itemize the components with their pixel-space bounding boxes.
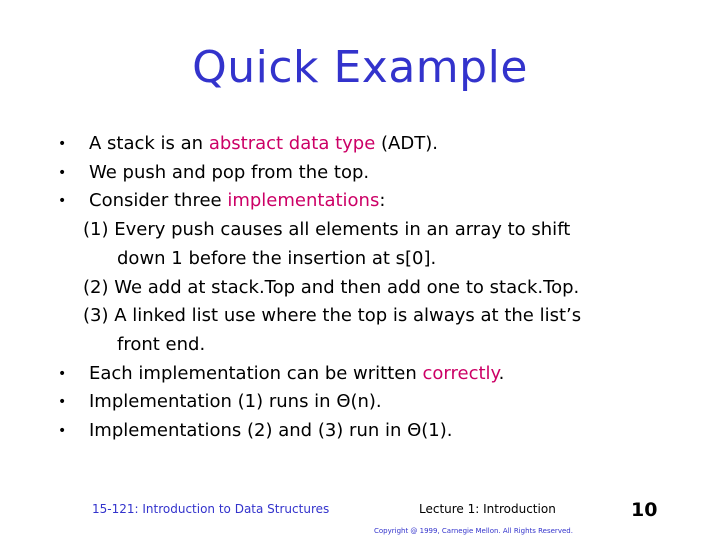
sub-item	[58, 216, 708, 245]
sub-item-continuation	[58, 245, 708, 274]
text-run: Each implementation can be written	[89, 362, 423, 384]
text-run: (1) Every push causes all elements in an array to shift	[83, 219, 571, 241]
highlighted-term: implementations	[227, 190, 380, 212]
text-run: down 1 before the insertion at s[0].	[117, 247, 437, 269]
copyright-notice: Copyright @ 1999, Carnegie Mellon. All Rights Reserved.	[374, 527, 573, 535]
text-run: Consider three	[89, 190, 228, 212]
footer-lecture: Lecture 1: Introduction	[419, 502, 556, 516]
footer-course: 15-121: Introduction to Data Structures	[92, 502, 330, 516]
text-run: .	[498, 362, 505, 384]
slide-title: Quick Example	[192, 42, 528, 93]
text-run: We push and pop from the top.	[89, 161, 370, 183]
bullet-item	[58, 417, 708, 446]
text-run: (3) A linked list use where the top is always at the list’s	[83, 305, 582, 327]
bullet-marker: •	[58, 394, 67, 411]
text-run: Implementation (1) runs in Θ(n).	[89, 391, 382, 413]
bullet-marker: •	[58, 365, 67, 382]
sub-item	[58, 274, 708, 303]
sub-item-continuation	[58, 331, 708, 360]
page-number: 10	[631, 499, 658, 521]
sub-item	[58, 302, 708, 331]
bullet-item	[58, 388, 708, 417]
bullet-item	[58, 360, 708, 389]
text-run: Implementations (2) and (3) run in Θ(1).	[89, 420, 453, 442]
bullet-marker: •	[58, 423, 67, 440]
bullet-marker: •	[58, 136, 67, 152]
text-run: :	[379, 190, 386, 212]
bullet-marker: •	[58, 164, 67, 181]
highlighted-term: correctly	[422, 362, 499, 384]
text-run: (ADT).	[375, 133, 438, 154]
bullet-item	[58, 130, 708, 159]
bullet-marker: •	[58, 193, 67, 210]
highlighted-term: abstract data type	[208, 133, 376, 154]
slide-body	[58, 130, 708, 446]
text-run: (2) We add at stack.Top and then add one to stack.Top.	[83, 276, 580, 298]
text-run: A stack is an	[89, 133, 209, 154]
bullet-item	[58, 159, 708, 188]
text-run: front end.	[117, 333, 206, 355]
bullet-item	[58, 187, 708, 216]
